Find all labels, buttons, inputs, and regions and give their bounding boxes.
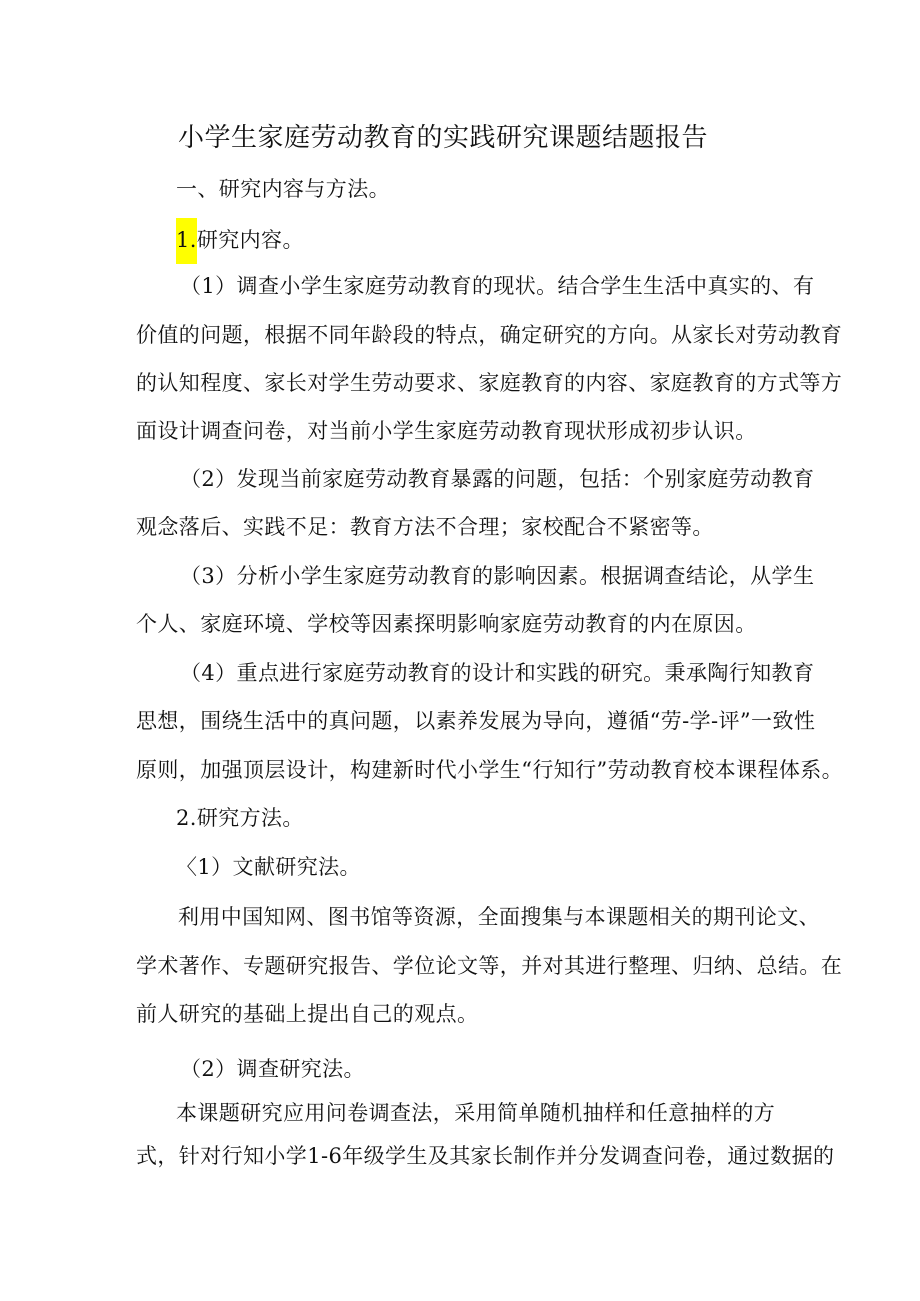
method-heading-literature: 〈1）文献研究法。 [176, 855, 361, 879]
subsection-heading-research-content [176, 226, 304, 254]
subsection-label: 研究内容。 [196, 228, 304, 252]
paragraph-line: 利用中国知网、图书馆等资源，全面搜集与本课题相关的期刊论文、 [178, 905, 820, 929]
paragraph-line: （4）重点进行家庭劳动教育的设计和实践的研究。秉承陶行知教育 [180, 661, 815, 685]
paragraph-line: 学术著作、专题研究报告、学位论文等，并对其进行整理、归纳、总结。在 [136, 954, 843, 978]
paragraph-line: 价值的问题，根据不同年龄段的特点，确定研究的方向。从家长对劳动教育 [136, 323, 843, 347]
highlighted-number: 1. [176, 218, 197, 264]
document-title: 小学生家庭劳动教育的实践研究课题结题报告 [178, 123, 709, 153]
paragraph-line: 前人研究的基础上提出自己的观点。 [136, 1002, 479, 1026]
paragraph-line: 的认知程度、家长对学生劳动要求、家庭教育的内容、家庭教育的方式等方 [136, 371, 843, 395]
paragraph-line: 原则，加强顶层设计，构建新时代小学生“行知行”劳动教育校本课程体系。 [136, 758, 844, 782]
paragraph-line: （3）分析小学生家庭劳动教育的影响因素。根据调查结论，从学生 [180, 564, 815, 588]
paragraph-line: （1）调查小学生家庭劳动教育的现状。结合学生生活中真实的、有 [180, 274, 815, 298]
method-heading-survey: （2）调查研究法。 [180, 1057, 365, 1081]
paragraph-line: 个人、家庭环境、学校等因素探明影响家庭劳动教育的内在原因。 [136, 612, 757, 636]
section-heading-1: 一、研究内容与方法。 [176, 177, 390, 201]
paragraph-line: 思想，围绕生活中的真问题，以素养发展为导向，遵循“劳-学-评”一致性 [136, 709, 816, 733]
paragraph-line: 面设计调查问卷，对当前小学生家庭劳动教育现状形成初步认识。 [136, 419, 757, 443]
paragraph-line: （2）发现当前家庭劳动教育暴露的问题，包括：个别家庭劳动教育 [180, 467, 815, 491]
paragraph-line: 式，针对行知小学1-6年级学生及其家长制作并分发调查问卷，通过数据的 [136, 1144, 835, 1168]
paragraph-line: 本课题研究应用问卷调查法，采用简单随机抽样和任意抽样的方 [176, 1101, 776, 1125]
subsection-heading-research-methods: 2.研究方法。 [176, 806, 304, 830]
paragraph-line: 观念落后、实践不足：教育方法不合理；家校配合不紧密等。 [136, 515, 714, 539]
